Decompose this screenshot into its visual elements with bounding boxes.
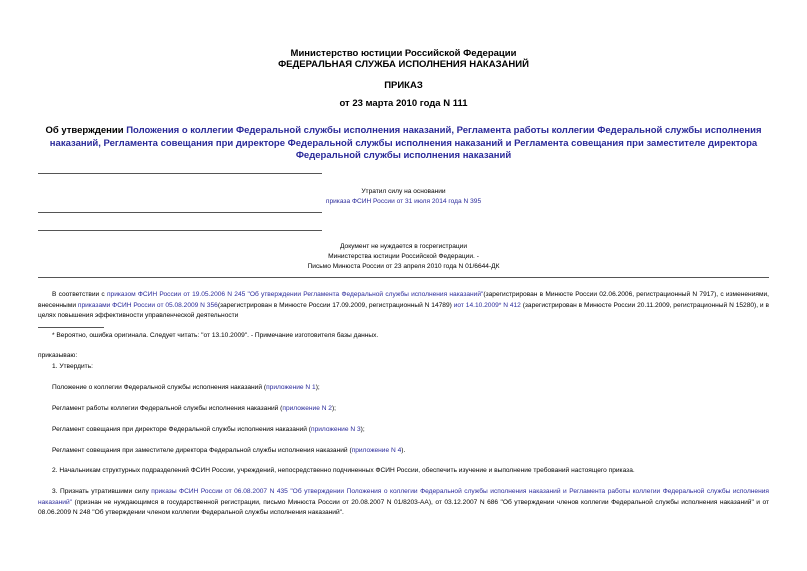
approve-item-d xyxy=(52,446,405,457)
divider xyxy=(38,277,769,278)
item-text: Регламент совещания при заместителе директора Федеральной службы исполнения наказаний ( xyxy=(52,447,352,454)
preamble-text: В соответствии с xyxy=(52,291,107,298)
preamble-link-356[interactable]: приказами ФСИН России от 05.08.2009 N 356 xyxy=(77,301,218,309)
item-text: ). xyxy=(401,447,406,454)
preamble-text: (зарегистрирован в Минюсте России 02.06.2006, регистрационный N 7917), с изменениями, внесенными xyxy=(38,291,769,309)
item-3 xyxy=(38,487,769,519)
order-word: приказываю: xyxy=(38,352,78,359)
divider xyxy=(38,173,322,174)
approve-item-c xyxy=(52,425,365,436)
title-link[interactable]: Положения о коллегии Федеральной службы исполнения наказаний, Регламента работы коллегии Федеральной службы исполнения наказаний, Регламента совещания при директоре Федеральной службы исполнения наказаний и Регламента совещания при заместителе директора Федеральной службы исполнения наказаний xyxy=(49,125,762,161)
preamble-paragraph xyxy=(38,290,769,322)
preamble-link-412[interactable]: иот 14.10.2009* N 412 xyxy=(453,301,521,309)
ministry-note: Министерства юстиции Российской Федерации. - xyxy=(328,253,479,260)
item-1: 1. Утвердить: xyxy=(52,363,93,370)
lost-force-note: Утратил силу на основании xyxy=(361,188,446,195)
ministry-name: Министерство юстиции Российской Федерации xyxy=(290,48,517,59)
footnote: * Вероятно, ошибка оригинала. Следует читать: "от 13.10.2009". - Примечание изготовителя базы данных. xyxy=(52,332,379,339)
preamble-text: (зарегистрирован в Минюсте России 20.11.2009, регистрационный N 15280), и в целях повышения эффективности управленческой деятельности xyxy=(38,301,769,319)
ministry-letter-note: Письмо Минюста России от 23 апреля 2010 года N 01/6644-ДК xyxy=(307,263,500,270)
item-text: Регламент совещания при директоре Федеральной службы исполнения наказаний ( xyxy=(52,426,312,433)
item-text: Регламент работы коллегии Федеральной службы исполнения наказаний ( xyxy=(52,405,283,412)
document-date: от 23 марта 2010 года N 111 xyxy=(339,98,468,109)
item-2: 2. Начальникам структурных подразделений ФСИН России, учреждений, непосредственно подчиненных ФСИН России, обеспечить изучение и выполнение требований настоящего приказа. xyxy=(52,467,635,474)
no-registration-note: Документ не нуждается в госрегистрации xyxy=(339,243,468,250)
divider xyxy=(38,212,322,213)
item-text: ); xyxy=(315,384,320,391)
item-text: ); xyxy=(331,405,337,412)
footnote-divider xyxy=(38,327,104,328)
appendix-2-link[interactable]: приложение N 2 xyxy=(282,405,332,412)
title-prefix: Об утверждении xyxy=(45,125,127,136)
divider xyxy=(38,230,322,231)
service-name: ФЕДЕРАЛЬНАЯ СЛУЖБА ИСПОЛНЕНИЯ НАКАЗАНИЙ xyxy=(278,59,529,70)
approve-item-a xyxy=(52,383,320,394)
approve-item-b xyxy=(52,404,336,415)
appendix-1-link[interactable]: приложение N 1 xyxy=(266,384,316,391)
document-type: ПРИКАЗ xyxy=(384,80,423,91)
appendix-4-link[interactable]: приложение N 4 xyxy=(351,447,402,454)
lost-force-link[interactable]: приказа ФСИН России от 31 июля 2014 года N 395 xyxy=(325,198,482,205)
repealed-orders-link[interactable]: приказы ФСИН России от 06.08.2007 N 435 "Об утверждении Положения о коллегии Федеральной службы исполнения наказаний и Регламента работы коллегии Федеральной службы исполнения наказаний" xyxy=(38,488,769,506)
item-text: Положение о коллегии Федеральной службы исполнения наказаний ( xyxy=(52,384,267,391)
preamble-link-245[interactable]: приказом ФСИН России от 19.05.2006 N 245 "Об утверждении Регламента Федеральной службы исполнения наказаний" xyxy=(106,291,484,298)
item-text: 3. Признать утратившими силу xyxy=(52,488,152,495)
document-title xyxy=(40,125,767,163)
item-text: ); xyxy=(360,426,365,433)
appendix-3-link[interactable]: приложение N 3 xyxy=(311,426,361,433)
item-text: (признан не нуждающимся в государственной регистрации, письмо Минюста России от 20.08.2007 N 01/8203-АА), от 03.12.2007 N 686 "Об утверждении членов коллегии Федеральной службы исполнения наказаний" и от 08.06.2009 N 248 "Об утверждении членом коллегии Федеральной службы исполнения наказаний". xyxy=(38,498,769,516)
preamble-text: (зарегистрирован в Минюсте России 17.09.2009, регистрационный N 14789) xyxy=(217,301,454,309)
